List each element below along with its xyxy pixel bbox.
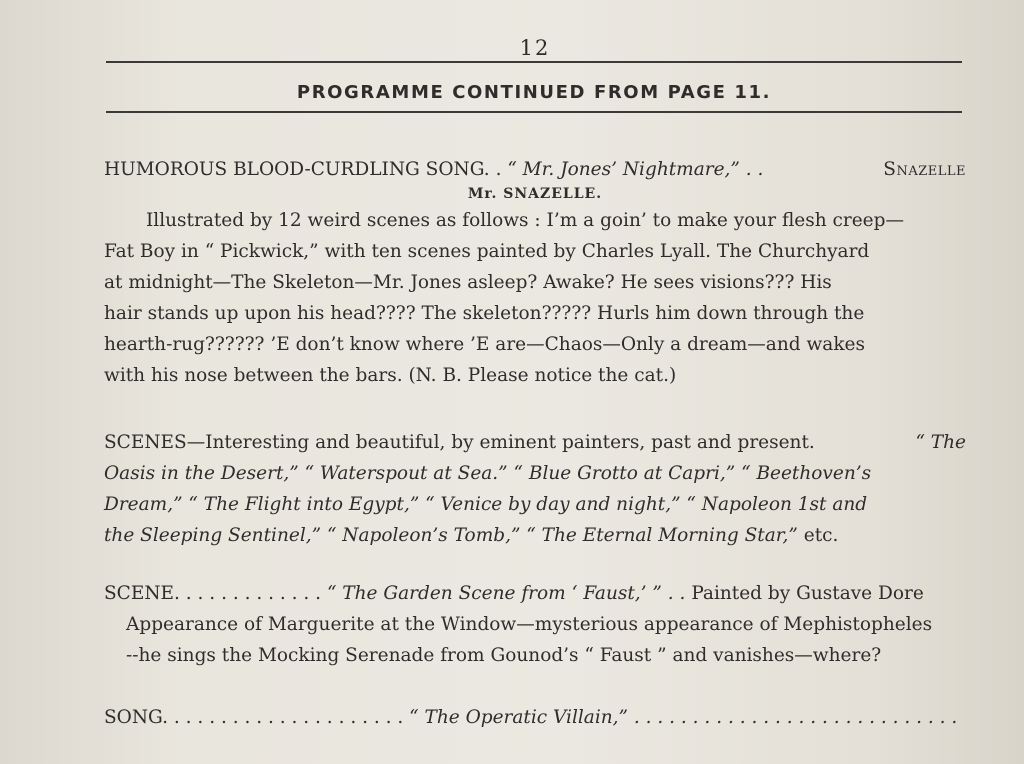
item-label: SONG. . . . . . . . . . . . . . . . . . . . .	[104, 707, 404, 728]
item-label: SCENE. . . . . . . . . . . . .	[104, 583, 322, 604]
item-header-line	[104, 154, 966, 185]
item-garden-scene	[104, 578, 966, 671]
scenes-etc: etc.	[803, 525, 839, 546]
scene-header-line	[104, 578, 966, 609]
scene-title: “ The Garden Scene from ‘ Faust,’ ” . .	[326, 583, 686, 604]
item-humorous-song	[104, 154, 966, 185]
song-line	[104, 702, 966, 733]
scenes-line: Dream,” “ The Flight into Egypt,” “ Venice by day and night,” “ Napoleon 1st and	[104, 494, 868, 515]
item-title: “ Mr. Jones’ Nightmare,” . .	[507, 159, 764, 180]
scene-title: “ The	[915, 432, 966, 453]
scene-description: Appearance of Marguerite at the Window—mysterious appearance of Mephistopheles	[126, 614, 933, 635]
scene-description: --he sings the Mocking Serenade from Gounod’s “ Faust ” and vanishes—where?	[126, 645, 882, 666]
song-title: “ The Operatic Villain,” . . . . . . . . . . . . . . . . . . . . . . . . . . . .	[409, 707, 958, 728]
description-line: hearth-rug?????? ’E don’t know where ’E are—Chaos—Only a dream—and wakes	[104, 334, 865, 355]
item-scenes	[104, 427, 966, 551]
description-line: Illustrated by 12 weird scenes as follows : I’m a goin’ to make your flesh creep—	[146, 210, 904, 231]
page-number: 12	[519, 36, 551, 60]
item-label: SCENES—Interesting and beautiful, by eminent painters, past and present.	[104, 432, 815, 453]
scene-credit: Painted by Gustave Dore	[691, 583, 924, 604]
item-label: HUMOROUS BLOOD-CURDLING SONG. .	[104, 159, 502, 180]
description-line: at midnight—The Skeleton—Mr. Jones asleep? Awake? He sees visions??? His	[104, 272, 832, 293]
description-line: hair stands up upon his head???? The skeleton????? Hurls him down through the	[104, 303, 865, 324]
scenes-line	[104, 520, 966, 551]
scenes-line: Oasis in the Desert,” “ Waterspout at Sea.” “ Blue Grotto at Capri,” “ Beethoven’s	[104, 463, 872, 484]
item-description	[104, 205, 966, 391]
description-line: Fat Boy in “ Pickwick,” with ten scenes painted by Charles Lyall. The Churchyard	[104, 241, 870, 262]
top-rule	[106, 61, 962, 63]
scene-title: the Sleeping Sentinel,” “ Napoleon’s Tomb,” “ The Eternal Morning Star,”	[104, 525, 798, 546]
singer-name: Mr. SNAZELLE.	[467, 186, 603, 202]
description-line: with his nose between the bars. (N. B. Please notice the cat.)	[104, 365, 677, 386]
section-heading: PROGRAMME CONTINUED FROM PAGE 11.	[296, 82, 772, 103]
item-song	[104, 702, 966, 733]
scenes-line	[104, 427, 966, 458]
heading-rule	[106, 111, 962, 113]
item-performer: Snazelle	[883, 159, 966, 180]
